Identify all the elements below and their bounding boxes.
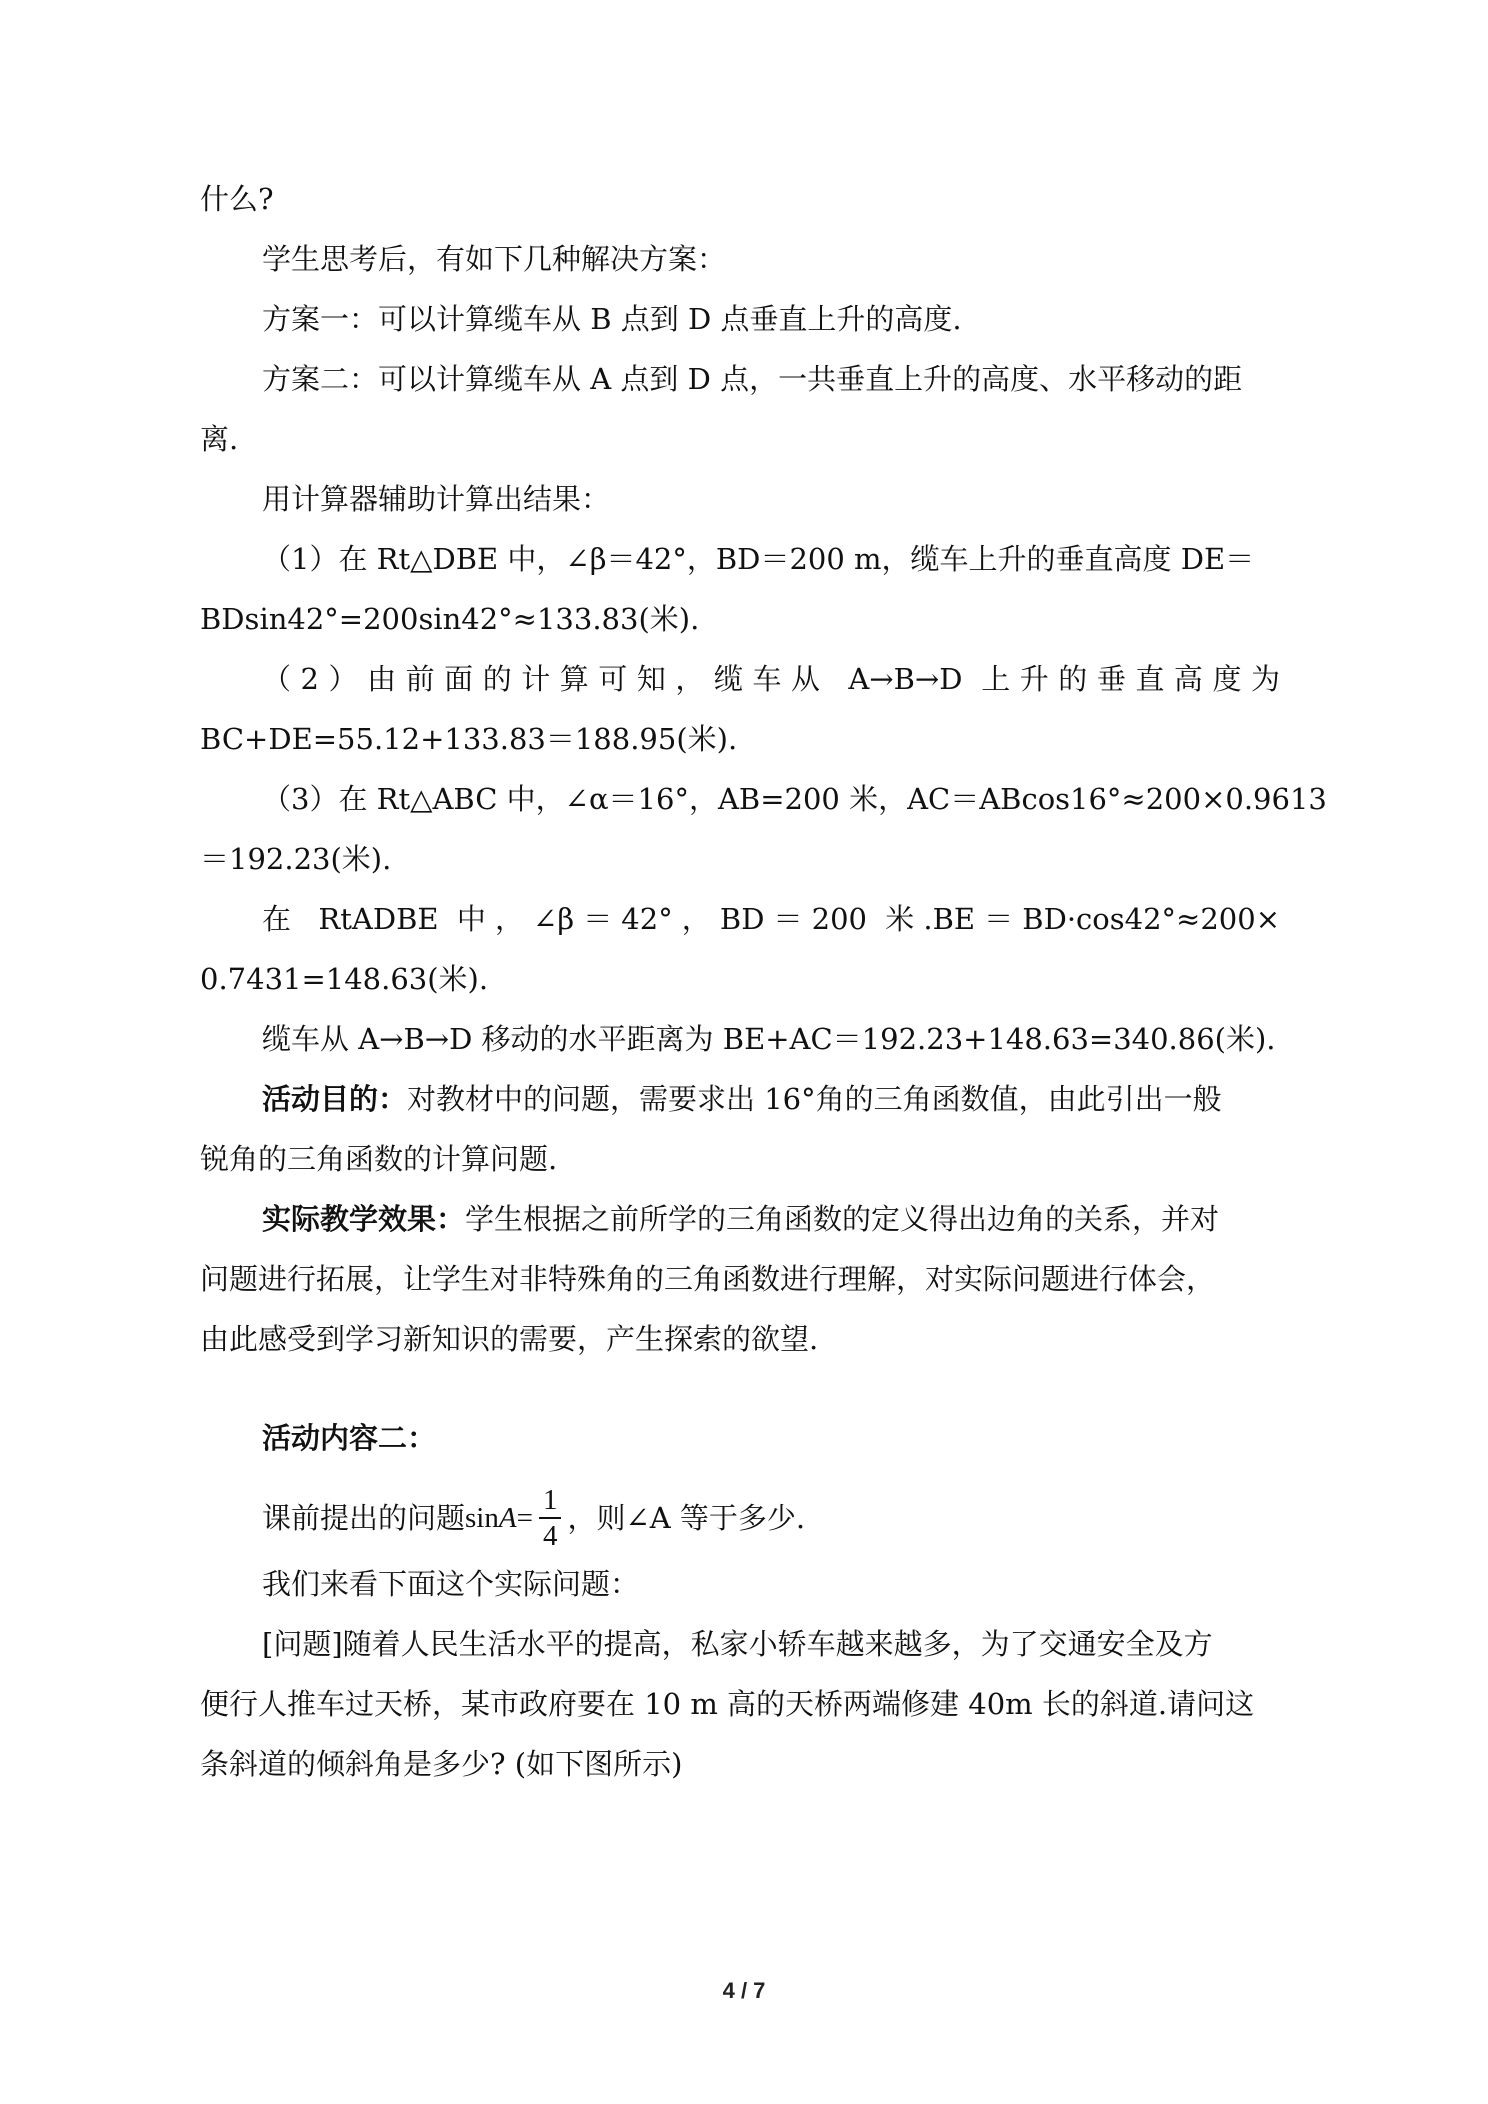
text-segment: 课前提出的问题 [262,1501,466,1535]
text-line: 0.7431=148.63(米). [200,962,489,996]
fraction-one-quarter [539,1483,562,1553]
text-line: 条斜道的倾斜角是多少? (如下图所示) [200,1747,683,1781]
teaching-effect-label: 实际教学效果： [262,1202,466,1236]
text-line: 用计算器辅助计算出结果： [262,482,611,516]
text-line: 方案二：可以计算缆车从 A 点到 D 点，一共垂直上升的高度、水平移动的距 [262,362,1243,396]
text-line: 我们来看下面这个实际问题： [262,1567,640,1601]
text-line [262,1199,1280,1239]
text-line: 离. [200,422,239,456]
text-segment: ，则∠A 等于多少. [567,1501,806,1535]
text-line: 学生思考后，有如下几种解决方案： [262,242,727,276]
text-line-with-fraction [262,1480,1280,1556]
text-line: 锐角的三角函数的计算问题. [200,1142,558,1176]
text-line: [问题]随着人民生活水平的提高，私家小轿车越来越多，为了交通安全及方 [262,1627,1213,1661]
page-number: 4 / 7 [722,1978,766,2003]
text-line: ＝192.23(米). [200,842,392,876]
variable-a: A [498,1502,517,1534]
text-line: 问题进行拓展，让学生对非特殊角的三角函数进行理解，对实际问题进行体会， [200,1262,1216,1296]
text-line: BDsin42°=200sin42°≈133.83(米). [200,602,700,636]
text-line: （2）由前面的计算可知，缆车从 A→B→D 上升的垂直高度为 [262,662,1280,696]
text-line: 由此感受到学习新知识的需要，产生探索的欲望. [200,1322,819,1356]
section-heading: 活动内容二： [262,1421,437,1455]
activity-purpose-text: 对教材中的问题，需要求出 16°角的三角函数值，由此引出一般 [407,1082,1222,1116]
teaching-effect-text: 学生根据之前所学的三角函数的定义得出边角的关系，并对 [465,1202,1220,1236]
text-line: 什么? [200,182,274,216]
text-line: （1）在 Rt△DBE 中，∠β＝42°，BD＝200 m，缆车上升的垂直高度 DE＝ [262,542,1255,576]
fraction-denominator: 4 [542,1520,558,1552]
text-line: BC+DE=55.12+133.83＝188.95(米). [200,722,738,756]
fraction-numerator: 1 [539,1483,562,1519]
text-line: 方案一：可以计算缆车从 B 点到 D 点垂直上升的高度. [262,302,962,336]
sin-function: sin [465,1502,499,1534]
text-line: 便行人推车过天桥，某市政府要在 10 m 高的天桥两端修建 40m 长的斜道.请问这 [200,1687,1255,1721]
text-line [262,1079,1280,1119]
equals-sign: = [516,1502,533,1534]
activity-purpose-label: 活动目的： [262,1082,408,1116]
text-line: （3）在 Rt△ABC 中，∠α＝16°，AB=200 米，AC＝ABcos16°≈200×0.9613 [262,782,1327,816]
text-line: 缆车从 A→B→D 移动的水平距离为 BE+AC＝192.23+148.63=340.86(米). [262,1022,1276,1056]
text-line: 在 RtADBE 中，∠β＝42°，BD＝200 米.BE＝BD·cos42°≈200× [262,902,1280,936]
